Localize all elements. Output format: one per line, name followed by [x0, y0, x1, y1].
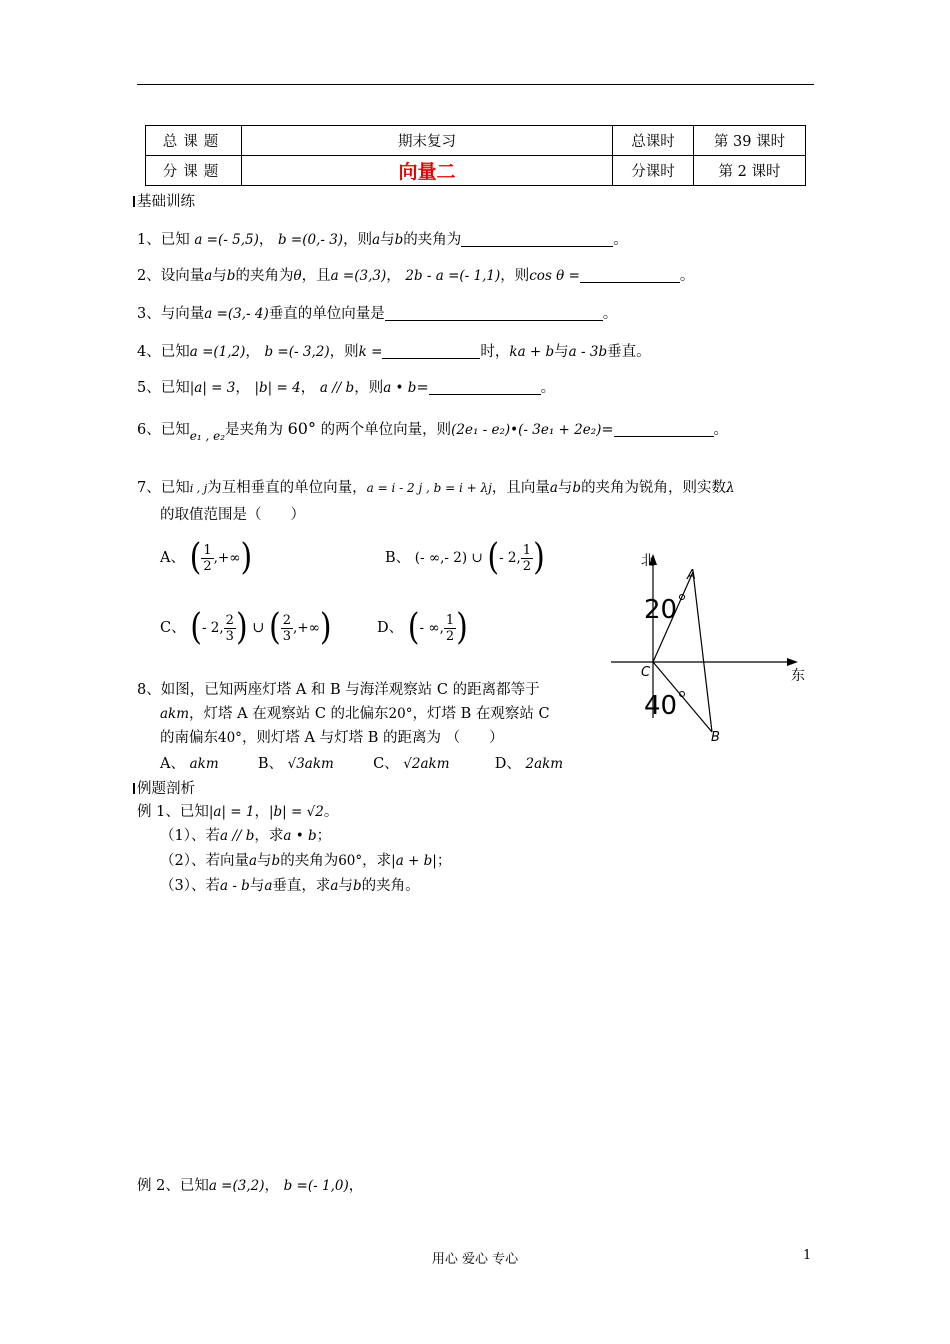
ex1-p2-text-b: 的夹角为 — [280, 853, 339, 869]
q8-line-1: 如图，已知两座灯塔 A 和 B 与海洋观察站 C 的距离都等于 — [160, 682, 540, 698]
ex1-p2-angle: 60° — [338, 853, 363, 869]
total-hours: 第 39 课时 — [694, 126, 806, 156]
ex1-p2-end: ； — [436, 853, 452, 869]
q7-a-rparen: ) — [240, 536, 253, 579]
q2-number: 2、 — [137, 268, 161, 284]
q4-text-c: 时， — [480, 344, 510, 360]
example-2 — [137, 1174, 363, 1195]
east-arrow-icon — [787, 658, 798, 666]
angle-label-20: 20 — [644, 595, 678, 625]
q7-b-num: 1 — [522, 542, 532, 558]
q6-answer-blank[interactable] — [614, 422, 714, 437]
q7-option-b-label: B、 — [385, 550, 411, 566]
q8-options — [160, 752, 563, 773]
q7-math-ij: i , j — [189, 482, 208, 495]
ex1-p3-text-b: 垂直，求 — [272, 878, 331, 894]
label-sub-hours: 分课时 — [613, 156, 694, 186]
q1-math-b: b =(0,- 3) — [277, 232, 344, 248]
q8-angle-20: 20° — [388, 706, 413, 722]
q2-math-b: 2b - a =(- 1,1) — [405, 268, 501, 284]
q7-d-lparen: ( — [407, 606, 420, 649]
q3-number: 3、 — [137, 306, 161, 322]
q6-text-c: 的两个单位向量，则 — [320, 422, 452, 438]
q8-line-3-text: 的南偏东 — [160, 730, 218, 746]
ex1-p2-math: |a + b| — [391, 853, 437, 869]
q2-end: 。 — [679, 268, 695, 284]
ex1-p2-var-a: a — [248, 853, 258, 869]
label-total-topic: 总课题 — [146, 126, 242, 156]
q7-option-b[interactable] — [385, 538, 545, 578]
question-7 — [137, 476, 735, 497]
q7-option-d[interactable] — [377, 608, 468, 648]
q7-b-part1: (- ∞,- 2) ∪ — [414, 550, 483, 566]
q4-math-b: b =(- 3,2) — [264, 344, 330, 360]
q1-var-b: b — [394, 232, 404, 248]
q7-d-frac — [444, 613, 456, 644]
q6-angle: 60° — [287, 419, 316, 438]
q2-and: 与 — [212, 268, 227, 284]
q1-var-a: a — [372, 232, 381, 248]
q2-text-c: ，且 — [301, 268, 331, 284]
q8-option-a[interactable] — [160, 756, 219, 772]
q3-text-b: 垂直的单位向量是 — [268, 306, 385, 322]
q1-end: 。 — [613, 232, 628, 248]
q1-sep: ， — [258, 232, 274, 248]
q1-and: 与 — [380, 232, 395, 248]
q7-option-c-label: C、 — [160, 620, 186, 636]
q7-lambda: λ — [726, 480, 735, 496]
q8-line-3-end: ，则灯塔 A 与灯塔 B 的距离为 （ ） — [241, 730, 504, 746]
q8-option-d-value: 2akm — [525, 756, 564, 772]
question-1 — [137, 228, 628, 249]
q5-math-parallel: a // b — [319, 380, 355, 396]
q5-text: 已知 — [160, 380, 190, 396]
q7-b-rparen: ) — [533, 536, 545, 579]
q7-d-num: 1 — [445, 612, 455, 628]
q4-number: 4、 — [137, 344, 161, 360]
q4-math-ka-b: ka + b — [509, 344, 555, 360]
q7-c-frac2 — [281, 613, 293, 644]
q7-option-a[interactable] — [160, 538, 252, 578]
angle-label-40: 40 — [644, 691, 678, 721]
question-4 — [137, 340, 651, 361]
q8-option-c[interactable] — [373, 756, 449, 772]
q7-c-union: ∪ — [252, 620, 265, 636]
q5-end: 。 — [540, 380, 556, 396]
q4-text: 已知 — [160, 344, 190, 360]
q6-math-expr: (2e₁ - e₂)•(- 3e₁ + 2e₂) — [451, 422, 602, 438]
q7-d-den: 2 — [445, 628, 455, 644]
ex2-sep: ， — [264, 1178, 279, 1194]
q2-answer-blank[interactable] — [580, 268, 680, 283]
ex1-p1-math: a // b — [219, 828, 255, 844]
ex1-sep: ， — [254, 804, 269, 820]
q1-text: 已知 — [160, 232, 190, 248]
sub-topic-title: 向量二 — [398, 161, 456, 183]
q7-b-frac — [521, 543, 533, 574]
ex1-p3-and: 与 — [249, 878, 265, 894]
page-number: 1 — [803, 1248, 812, 1263]
ex1-p3-text: （3）、若 — [160, 878, 220, 894]
q7-d-rparen: ) — [456, 606, 468, 649]
q8-option-a-label: A、 — [160, 756, 185, 772]
q8-number: 8、 — [137, 682, 161, 698]
label-total-hours: 总课时 — [613, 126, 694, 156]
header-row-total — [146, 126, 806, 156]
q7-a-num: 1 — [203, 542, 212, 558]
ex1-p3-var-b: b — [352, 878, 362, 894]
q8-option-c-label: C、 — [373, 756, 399, 772]
q1-text-b: ，则 — [343, 232, 373, 248]
q4-math-a: a =(1,2) — [189, 344, 246, 360]
q8-option-d-label: D、 — [494, 756, 521, 772]
ex1-p1-text-b: ，求 — [254, 828, 284, 844]
label-a: A — [687, 568, 696, 583]
q7-number: 7、 — [137, 480, 161, 496]
ex1-p1-text: （1）、若 — [160, 828, 220, 844]
q8-line-2-end: ，灯塔 B 在观察站 C — [412, 706, 550, 722]
q1-number: 1、 — [137, 232, 161, 248]
q7-c-lparen: ( — [190, 606, 202, 649]
q7-c-rparen: ) — [235, 606, 248, 649]
ex1-p3-and-2: 与 — [338, 878, 353, 894]
q4-sep: ， — [245, 344, 260, 360]
q2-theta: θ — [293, 268, 302, 284]
q7-b-pre: - 2, — [499, 550, 521, 566]
q8-line-3 — [160, 726, 504, 747]
q1-text-c: 的夹角为 — [403, 232, 462, 248]
q7-c-den1: 3 — [225, 628, 234, 644]
footer-motto: 用心 爱心 专心 — [431, 1252, 519, 1267]
q5-sep2: ， — [300, 380, 316, 396]
ex1-p1-math-dot: a • b — [283, 828, 317, 844]
q7-and: 与 — [557, 480, 573, 496]
q7-option-c[interactable] — [160, 608, 332, 648]
ex2-end: ， — [348, 1178, 364, 1194]
q7-c-num2: 2 — [282, 612, 292, 628]
q1-math-a: a =(- 5,5) — [194, 232, 259, 248]
q8-option-b[interactable] — [258, 756, 334, 772]
ex1-p3-var: a — [264, 878, 273, 894]
q2-var-a: a — [204, 268, 213, 284]
question-8 — [137, 678, 540, 699]
question-3 — [137, 302, 617, 323]
q7-a-tail: ,+∞ — [213, 550, 241, 566]
sub-hours: 第 2 课时 — [694, 156, 806, 186]
q7-c-frac1 — [224, 613, 236, 644]
q4-text-b: ，则 — [329, 344, 359, 360]
q8-option-d[interactable] — [495, 756, 563, 772]
q7-a-lparen: ( — [189, 536, 202, 579]
q2-text-d: ，则 — [500, 268, 530, 284]
q7-a-den: 2 — [203, 558, 212, 574]
q5-math-dot: a • b — [383, 380, 417, 396]
lesson-header-table — [145, 125, 806, 186]
q6-math-e: e₁ , e₂ — [189, 429, 226, 443]
ex1-math-a: |a| = 1 — [208, 804, 255, 820]
ex1-p1-end: ； — [316, 828, 332, 844]
question-5 — [137, 376, 555, 397]
ex1-end: 。 — [323, 804, 339, 820]
q8-angle-40: 40° — [218, 730, 242, 746]
ex1-p2-text: （2）、若向量 — [160, 853, 249, 869]
q4-text-d: 垂直。 — [607, 344, 651, 360]
q2-text: 设向量 — [160, 268, 205, 284]
example-1 — [137, 800, 338, 821]
q4-math-a-3b: a - 3b — [568, 344, 608, 360]
ex1-p3-end: 的夹角。 — [361, 878, 420, 894]
question-2 — [137, 264, 694, 285]
ex2-math-a: a =(3,2) — [208, 1178, 265, 1194]
ex1-part-2 — [160, 849, 451, 870]
q3-end: 。 — [602, 306, 618, 322]
ex1-part-3 — [160, 874, 420, 895]
q2-text-b: 的夹角为 — [235, 268, 294, 284]
q2-math-a: a =(3,3) — [330, 268, 387, 284]
q8-option-a-value: akm — [189, 756, 219, 772]
q7-var-a: a — [549, 480, 558, 496]
q6-end: 。 — [713, 422, 729, 438]
q2-sep: ， — [386, 268, 401, 284]
section-basic: 基础训练 — [133, 190, 195, 211]
ex1-part-1 — [160, 824, 331, 845]
q8-line-2-text: ，灯塔 A 在观察站 C 的北偏东 — [189, 706, 389, 722]
q5-number: 5、 — [137, 380, 161, 396]
ex1-p3-var-a: a — [330, 878, 339, 894]
q8-line-2 — [160, 702, 550, 723]
ex2-math-b: b =(- 1,0) — [283, 1178, 349, 1194]
q5-sep: ， — [235, 380, 250, 396]
q3-text: 与向量 — [160, 306, 205, 322]
q7-d-pre: - ∞, — [419, 620, 444, 636]
q2-var-b: b — [226, 268, 236, 284]
q7-c-pre: - 2, — [201, 620, 224, 636]
q7-line-2: 的取值范围是（ ） — [160, 507, 305, 523]
ex1-p2-var-b: b — [271, 853, 281, 869]
q8-option-b-value: √3akm — [287, 756, 334, 772]
total-topic: 期末复习 — [242, 126, 613, 156]
sub-topic — [242, 156, 613, 186]
q8-option-b-label: B、 — [257, 756, 283, 772]
ex1-p2-text-c: ，求 — [362, 853, 392, 869]
q7-c-rparen2: ) — [319, 606, 332, 649]
q7-c-tail: ,+∞ — [293, 620, 320, 636]
q1-answer-blank[interactable] — [461, 232, 613, 247]
q7-c-lparen2: ( — [269, 606, 281, 649]
q6-text-b: 是夹角为 — [225, 422, 284, 438]
ex1-p2-and: 与 — [257, 853, 272, 869]
q7-math-ab: a = i - 2 j , b = i + λj — [366, 481, 492, 495]
q4-math-k: k = — [358, 344, 383, 360]
q3-answer-blank[interactable] — [385, 306, 603, 321]
header-rule — [137, 84, 814, 85]
ex2-title: 例 2、已知 — [137, 1178, 209, 1194]
q4-answer-blank[interactable] — [382, 344, 480, 359]
label-sub-topic: 分课题 — [146, 156, 242, 186]
q8-option-c-value: √2akm — [403, 756, 450, 772]
q7-a-frac — [201, 543, 213, 574]
q5-eq: = — [416, 380, 429, 396]
q7-c-num1: 2 — [225, 612, 234, 628]
q8-akm: akm — [160, 706, 190, 722]
q6-eq: = — [601, 422, 614, 438]
ex1-p3-math: a - b — [219, 878, 250, 894]
q6-number: 6、 — [137, 422, 161, 438]
q5-answer-blank[interactable] — [429, 380, 541, 395]
label-north: 北 — [641, 553, 655, 569]
line-ab — [693, 572, 712, 732]
q5-text-b: ，则 — [354, 380, 384, 396]
q3-math-a: a =(3,- 4) — [204, 306, 269, 322]
q7-text: 已知 — [160, 480, 190, 496]
ex1-math-b: |b| = √2 — [268, 804, 324, 820]
q7-b-lparen: ( — [487, 536, 500, 579]
q7-b-den: 2 — [522, 558, 532, 574]
q6-text: 已知 — [160, 422, 190, 438]
label-c: C — [641, 665, 651, 680]
section-examples: 例题剖析 — [133, 777, 195, 798]
q7-c-den2: 3 — [282, 628, 292, 644]
header-row-sub — [146, 156, 806, 186]
q5-math-b: |b| = 4 — [254, 380, 301, 396]
lighthouse-figure — [608, 548, 813, 748]
q7-var-b: b — [572, 480, 582, 496]
q7-option-a-label: A、 — [160, 550, 185, 566]
q7-text-c: ，且向量 — [491, 480, 550, 496]
question-6 — [137, 418, 728, 443]
label-east: 东 — [791, 668, 805, 684]
q7-text-d: 的夹角为锐角，则实数 — [581, 480, 727, 496]
q4-and: 与 — [554, 344, 569, 360]
q5-math-a: |a| = 3 — [189, 380, 236, 396]
ex1-title: 例 1、已知 — [137, 804, 209, 820]
label-b: B — [711, 730, 720, 745]
q7-option-d-label: D、 — [377, 620, 404, 636]
q2-math-cos: cos θ = — [529, 268, 580, 284]
q7-text-b: 为互相垂直的单位向量， — [207, 480, 367, 496]
